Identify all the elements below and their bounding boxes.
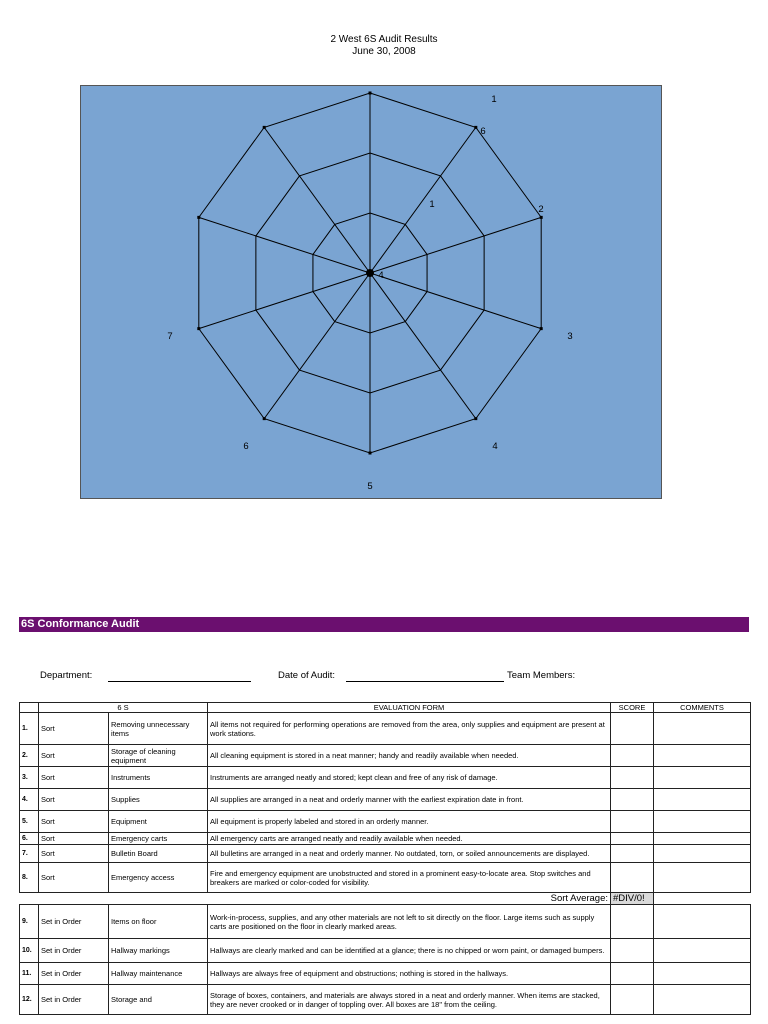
- row-item: Hallway markings: [109, 939, 208, 963]
- table-row: [20, 833, 751, 845]
- row-score-cell[interactable]: [611, 845, 654, 863]
- row-score-cell[interactable]: [611, 811, 654, 833]
- row-item: Instruments: [109, 767, 208, 789]
- grid-vertex-marker: [263, 417, 266, 420]
- row-description: All cleaning equipment is stored in a neat manner; handy and readily available when needed.: [208, 745, 611, 767]
- row-description: All equipment is properly labeled and stored in an orderly manner.: [208, 811, 611, 833]
- row-item: Removing unnecessary items: [109, 713, 208, 745]
- row-comments-cell[interactable]: [654, 833, 751, 845]
- row-comments-cell[interactable]: [654, 939, 751, 963]
- row-score-cell[interactable]: [611, 905, 654, 939]
- axis-label: 4: [492, 441, 498, 452]
- radar-chart: [80, 85, 662, 499]
- report-title: 2 West 6S Audit Results: [330, 34, 438, 45]
- grid-vertex-marker: [197, 216, 200, 219]
- row-number: 5.: [20, 811, 39, 833]
- row-category: Set in Order: [39, 963, 109, 985]
- row-category: Sort: [39, 811, 109, 833]
- row-description: Hallways are clearly marked and can be identified at a glance; there is no chipped or worn paint, or damaged bumpers.: [208, 939, 611, 963]
- grid-vertex-marker: [540, 216, 543, 219]
- row-comments-cell[interactable]: [654, 845, 751, 863]
- data-point: [366, 269, 374, 277]
- row-comments-cell[interactable]: [654, 963, 751, 985]
- date-of-audit-label: Date of Audit:: [278, 670, 336, 681]
- grid-vertex-marker: [474, 126, 477, 129]
- row-score-cell[interactable]: [611, 833, 654, 845]
- table-row: [20, 863, 751, 893]
- row-comments-cell[interactable]: [654, 745, 751, 767]
- header-blank: [20, 703, 39, 713]
- row-comments-cell[interactable]: [654, 811, 751, 833]
- row-description: Work-in-process, supplies, and any other materials are not left to sit directly on the floor. Large items such as supply carts are positioned on the floor in clearly marked areas.: [208, 905, 611, 939]
- row-score-cell[interactable]: [611, 789, 654, 811]
- scale-label: 1: [429, 199, 435, 210]
- row-comments-cell[interactable]: [654, 713, 751, 745]
- grid-vertex-marker: [369, 92, 372, 95]
- row-item: Emergency carts: [109, 833, 208, 845]
- row-comments-cell[interactable]: [654, 767, 751, 789]
- row-item: Bulletin Board: [109, 845, 208, 863]
- row-score-cell[interactable]: [611, 939, 654, 963]
- header-score: SCORE: [611, 703, 654, 713]
- axis-label: 1: [491, 94, 497, 105]
- row-comments-cell[interactable]: [654, 905, 751, 939]
- table-row: [20, 939, 751, 963]
- axis-label: 7: [167, 331, 173, 342]
- table-row: [20, 745, 751, 767]
- table-row: [20, 811, 751, 833]
- row-item: Storage and: [109, 985, 208, 1015]
- sort-average-value: #DIV/0!: [611, 893, 654, 905]
- audit-header-fields: [0, 667, 768, 687]
- scale-label: 6: [480, 126, 486, 137]
- row-item: Items on floor: [109, 905, 208, 939]
- audit-table: [19, 702, 751, 1015]
- row-score-cell[interactable]: [611, 767, 654, 789]
- row-description: All bulletins are arranged in a neat and orderly manner. No outdated, torn, or soiled announcements are displayed.: [208, 845, 611, 863]
- row-comments-cell[interactable]: [654, 985, 751, 1015]
- row-score-cell[interactable]: [611, 985, 654, 1015]
- row-category: Sort: [39, 767, 109, 789]
- grid-vertex-marker: [540, 327, 543, 330]
- row-item: Storage of cleaning equipment: [109, 745, 208, 767]
- grid-vertex-marker: [263, 126, 266, 129]
- row-number: 12.: [20, 985, 39, 1015]
- row-item: Emergency access: [109, 863, 208, 893]
- row-category: Sort: [39, 833, 109, 845]
- row-category: Sort: [39, 789, 109, 811]
- axis-label: 6: [243, 441, 249, 452]
- row-number: 3.: [20, 767, 39, 789]
- table-row: [20, 963, 751, 985]
- row-number: 10.: [20, 939, 39, 963]
- date-of-audit-field[interactable]: [346, 681, 504, 682]
- row-category: Set in Order: [39, 985, 109, 1015]
- grid-vertex-marker: [369, 452, 372, 455]
- row-comments-cell[interactable]: [654, 863, 751, 893]
- scale-label: 4: [378, 270, 384, 281]
- audit-title-band: 6S Conformance Audit: [19, 617, 749, 632]
- row-description: All items not required for performing operations are removed from the area, only supplies and equipment are present at work stations.: [208, 713, 611, 745]
- table-row: [20, 713, 751, 745]
- row-item: Hallway maintenance: [109, 963, 208, 985]
- row-item: Supplies: [109, 789, 208, 811]
- grid-vertex-marker: [197, 327, 200, 330]
- row-score-cell[interactable]: [611, 963, 654, 985]
- row-category: Sort: [39, 863, 109, 893]
- row-number: 11.: [20, 963, 39, 985]
- sort-average-label: Sort Average:: [550, 893, 609, 904]
- table-row: [20, 985, 751, 1015]
- audit-table-header: [20, 703, 751, 713]
- row-category: Sort: [39, 845, 109, 863]
- axis-label: 3: [567, 331, 573, 342]
- table-row: [20, 767, 751, 789]
- row-number: 9.: [20, 905, 39, 939]
- team-members-label: Team Members:: [507, 670, 576, 681]
- row-number: 1.: [20, 713, 39, 745]
- axis-label: 2: [538, 204, 544, 215]
- row-number: 2.: [20, 745, 39, 767]
- header-comments: COMMENTS: [654, 703, 751, 713]
- row-category: Set in Order: [39, 939, 109, 963]
- row-description: All emergency carts are arranged neatly and readily available when needed.: [208, 833, 611, 845]
- row-score-cell[interactable]: [611, 863, 654, 893]
- row-score-cell[interactable]: [611, 713, 654, 745]
- row-description: Storage of boxes, containers, and materials are always stored in a neat and orderly manner. When items are stacked, they are never crooked or in danger of toppling over. All boxes are 18" from the ceiling.: [208, 985, 611, 1015]
- table-row: [20, 845, 751, 863]
- grid-vertex-marker: [474, 417, 477, 420]
- row-description: Instruments are arranged neatly and stored; kept clean and free of any risk of damage.: [208, 767, 611, 789]
- row-number: 7.: [20, 845, 39, 863]
- row-number: 4.: [20, 789, 39, 811]
- row-description: Hallways are always free of equipment and obstructions; nothing is stored in the hallways.: [208, 963, 611, 985]
- row-description: All supplies are arranged in a neat and orderly manner with the earliest expiration date in front.: [208, 789, 611, 811]
- axis-label: 5: [367, 481, 373, 492]
- row-description: Fire and emergency equipment are unobstructed and stored in a prominent easy-to-locate area. Stop switches and breakers are marked or color-coded for visibility.: [208, 863, 611, 893]
- row-score-cell[interactable]: [611, 745, 654, 767]
- chart-plot-area: [81, 86, 662, 499]
- sort-average-spacer: [654, 893, 751, 905]
- row-item: Equipment: [109, 811, 208, 833]
- report-header: [0, 34, 768, 58]
- sort-average-row: [20, 893, 751, 905]
- row-comments-cell[interactable]: [654, 789, 751, 811]
- header-evaluation-form: EVALUATION FORM: [208, 703, 611, 713]
- report-date: June 30, 2008: [352, 46, 416, 57]
- department-label: Department:: [40, 670, 93, 681]
- table-row: [20, 905, 751, 939]
- row-category: Set in Order: [39, 905, 109, 939]
- row-number: 8.: [20, 863, 39, 893]
- row-number: 6.: [20, 833, 39, 845]
- row-category: Sort: [39, 745, 109, 767]
- department-field[interactable]: [108, 681, 251, 682]
- table-row: [20, 789, 751, 811]
- row-category: Sort: [39, 713, 109, 745]
- header-6s: 6 S: [39, 703, 208, 713]
